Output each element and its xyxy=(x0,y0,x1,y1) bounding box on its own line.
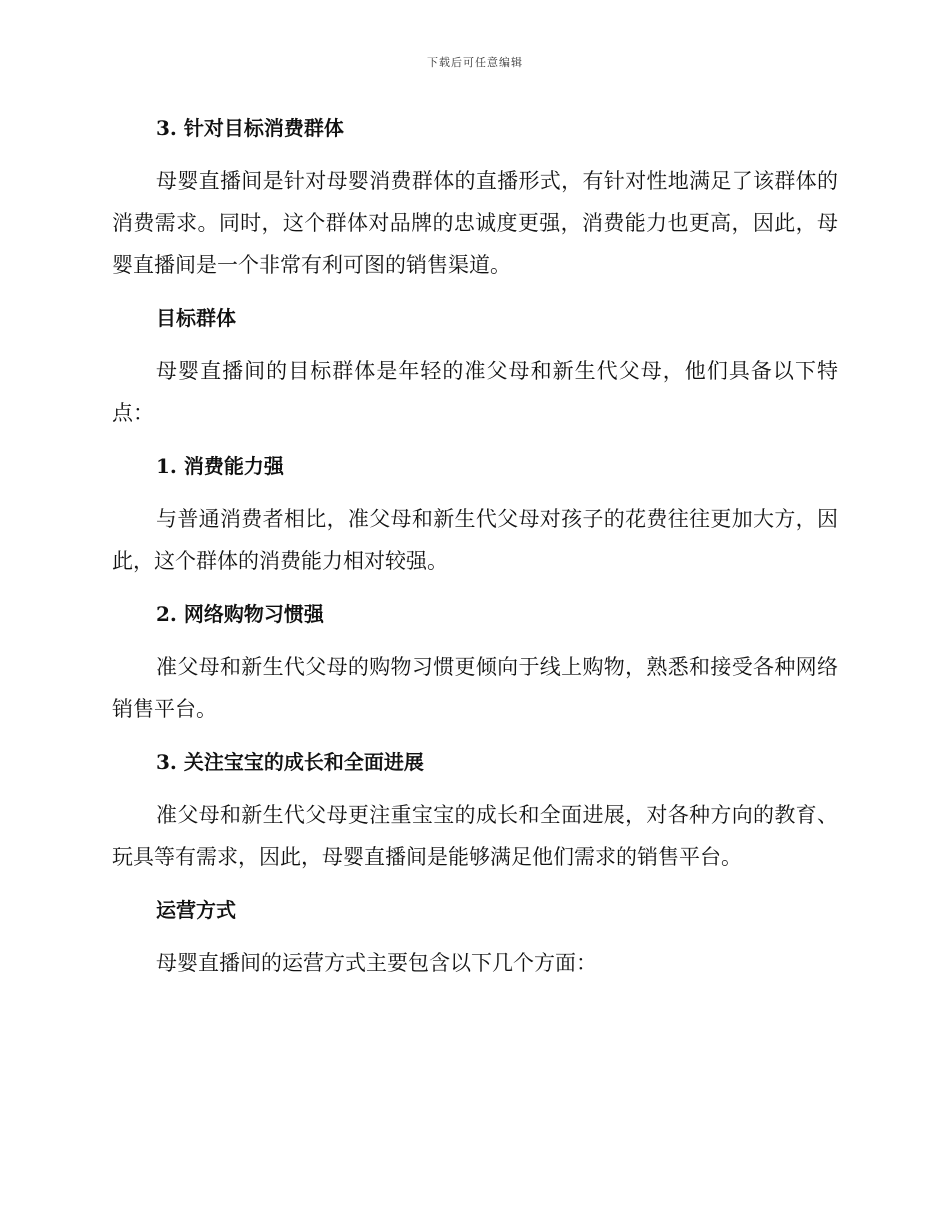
section-heading: 2. 网络购物习惯强 xyxy=(156,602,324,626)
paragraph: 与普通消费者相比，准父母和新生代父母对孩子的花费往往更加大方，因此，这个群体的消费能力相对较强。 xyxy=(112,507,838,573)
section-heading: 3. 针对目标消费群体 xyxy=(156,116,344,140)
section-heading: 运营方式 xyxy=(156,898,236,922)
paragraph: 准父母和新生代父母更注重宝宝的成长和全面进展，对各种方向的教育、玩具等有需求，因此，母婴直播间是能够满足他们需求的销售平台。 xyxy=(112,803,838,869)
paragraph: 母婴直播间是针对母婴消费群体的直播形式，有针对性地满足了该群体的消费需求。同时，这个群体对品牌的忠诚度更强，消费能力也更高，因此，母婴直播间是一个非常有利可图的销售渠道。 xyxy=(112,169,838,277)
paragraph: 母婴直播间的运营方式主要包含以下几个方面： xyxy=(156,951,597,975)
paragraph: 准父母和新生代父母的购物习惯更倾向于线上购物，熟悉和接受各种网络销售平台。 xyxy=(112,655,838,721)
document-body xyxy=(112,108,838,996)
page-header: 下载后可任意编辑 xyxy=(427,56,523,69)
section-heading: 3. 关注宝宝的成长和全面进展 xyxy=(156,750,424,774)
section-heading: 1. 消费能力强 xyxy=(156,454,284,478)
section-heading: 目标群体 xyxy=(156,306,236,330)
paragraph: 母婴直播间的目标群体是年轻的准父母和新生代父母，他们具备以下特点： xyxy=(112,359,838,425)
